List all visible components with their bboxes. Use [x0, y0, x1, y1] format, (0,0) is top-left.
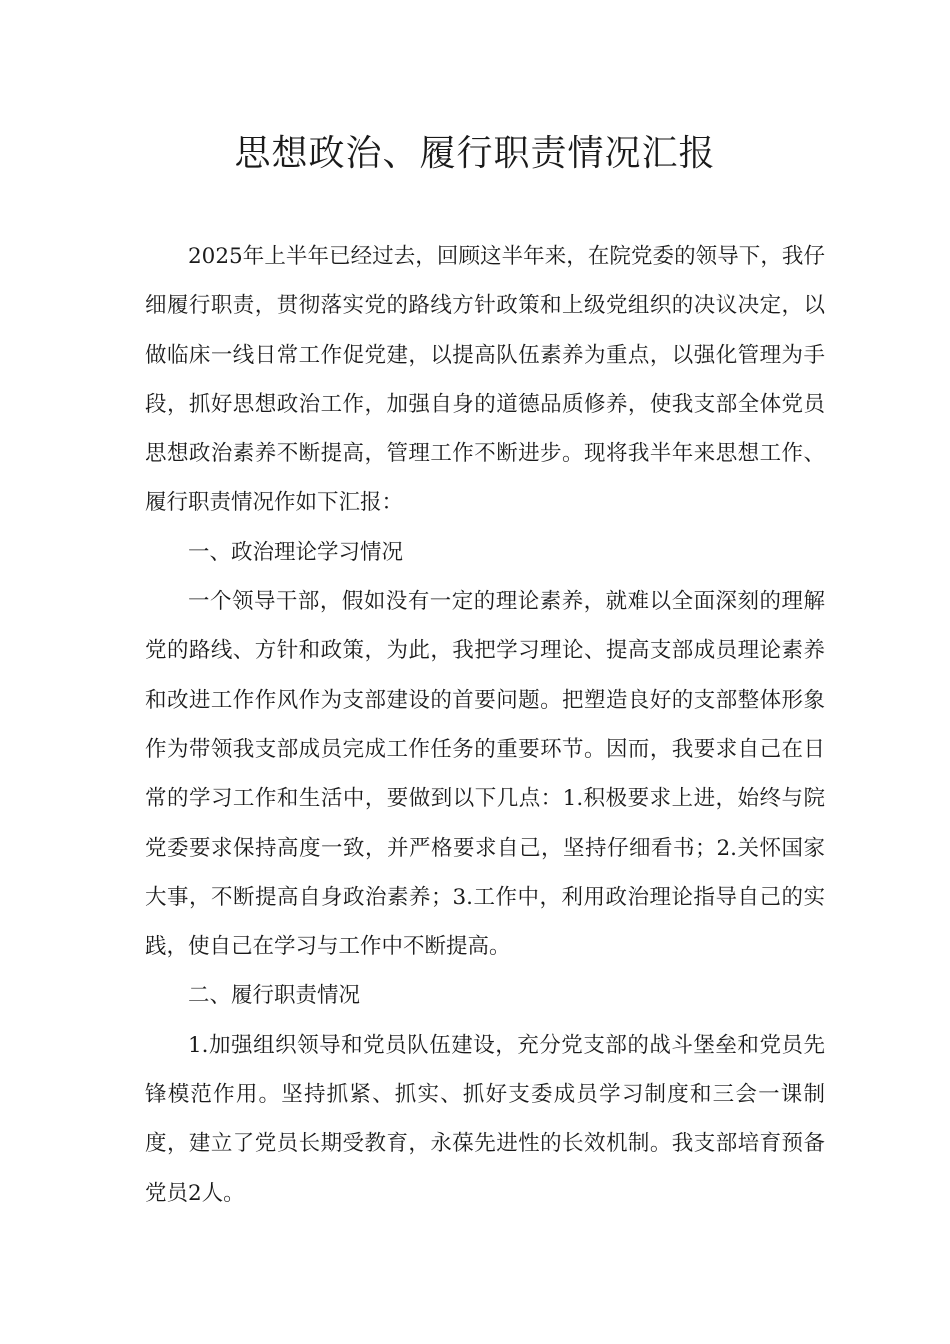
document-title: 思想政治、履行职责情况汇报 — [234, 133, 716, 174]
section-heading-duties: 二、履行职责情况 — [188, 983, 361, 1009]
duties-paragraph: 1.加强组织领导和党员队伍建设，充分党支部的战斗堡垒和党员先锋模范作用。坚持抓紧、抓实、抓好支委成员学习制度和三会一课制度，建立了党员长期受教育，永葆先进性的长效机制。我支部培育预备党员2人。 — [145, 1032, 825, 1206]
political-study-paragraph: 一个领导干部，假如没有一定的理论素养，就难以全面深刻的理解党的路线、方针和政策，为此，我把学习理论、提高支部成员理论素养和改进工作作风作为支部建设的首要问题。把塑造良好的支部整体形象作为带领我支部成员完成工作任务的重要环节。因而，我要求自己在日常的学习工作和生活中，要做到以下几点：1.积极要求上进，始终与院党委要求保持高度一致，并严格要求自己，坚持仔细看书；2.关怀国家大事，不断提高自身政治素养；3.工作中，利用政治理论指导自己的实践，使自己在学习与工作中不断提高。 — [145, 589, 825, 960]
intro-paragraph: 2025年上半年已经过去，回顾这半年来，在院党委的领导下，我仔细履行职责，贯彻落实党的路线方针政策和上级党组织的决议决定，以做临床一线日常工作促党建，以提高队伍素养为重点，以强化管理为手段，抓好思想政治工作，加强自身的道德品质修养，使我支部全体党员思想政治素养不断提高，管理工作不断进步。现将我半年来思想工作、履行职责情况作如下汇报： — [145, 244, 825, 516]
section-heading-political-study: 一、政治理论学习情况 — [188, 539, 404, 565]
document-body — [145, 232, 825, 1218]
